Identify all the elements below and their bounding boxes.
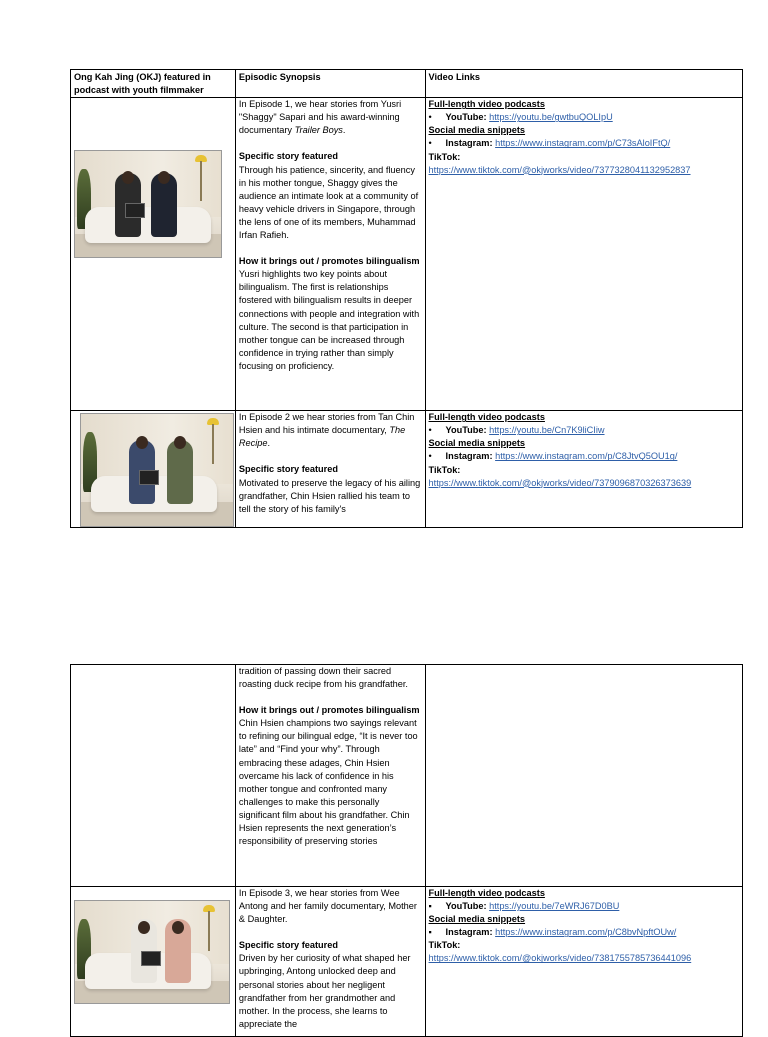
episode-1-full-heading: Full-length video podcasts <box>428 99 545 110</box>
episode-1-tiktok-label: TikTok: <box>428 151 461 162</box>
episode-2-social-heading: Social media snippets <box>428 438 526 449</box>
episode-2-story-text-part-1: Motivated to preserve the legacy of his ailing grandfather, Chin Hsien rallied his team to tell the story of his family's <box>238 477 421 514</box>
episode-1-intro: In Episode 1, we hear stories from Yusri "Shaggy" Sapari and his award-winning documentary Trailer Boys. <box>238 99 402 136</box>
episode-1-youtube-link[interactable]: https://youtu.be/gwtbuQOLIpU <box>489 112 613 123</box>
table-row-episode-2-continued <box>71 665 743 887</box>
episode-3-youtube-link[interactable]: https://youtu.be/7eWRJ67D0BU <box>489 901 620 912</box>
episode-2-story-text-part-2: tradition of passing down their sacred roasting duck recipe from his grandfather. <box>238 666 408 690</box>
episode-3-tiktok-link[interactable]: https://www.tiktok.com/@okjworks/video/7381755785736441096 <box>428 953 692 964</box>
synopsis-cell-episode-1 <box>235 98 425 411</box>
episode-2-tiktok-link[interactable]: https://www.tiktok.com/@okjworks/video/7379096870326373639 <box>428 477 692 488</box>
links-cell-episode-1 <box>425 98 742 411</box>
photo-cell-episode-3 <box>71 887 236 1037</box>
episode-1-instagram-line: • Instagram: https://www.instagram.com/p/C73sAloIFtQ/ <box>428 138 671 149</box>
episode-2-instagram-link[interactable]: https://www.instagram.com/p/C8JtvQ5OU1g/ <box>495 451 678 462</box>
episode-3-tiktok-label: TikTok: <box>428 940 461 951</box>
links-cell-episode-3 <box>425 887 742 1037</box>
episode-3-youtube-line: ▪ YouTube: https://youtu.be/7eWRJ67D0BU <box>428 901 620 912</box>
episode-2-youtube-line: • YouTube: https://youtu.be/Cn7K9liCIiw <box>428 425 605 436</box>
episode-2-instagram-line: • Instagram: https://www.instagram.com/p/C8JtvQ5OU1g/ <box>428 451 678 462</box>
episode-3-story-text: Driven by her curiosity of what shaped her upbringing, Antong unlocked deep and personal stories about her negligent grandfather from her grandmother and mother. In the process, she learns to appreciate the <box>238 953 411 1029</box>
episode-2-full-heading: Full-length video podcasts <box>428 412 545 423</box>
photo-cell-episode-1 <box>71 98 236 411</box>
episode-1-story-heading: Specific story featured <box>238 151 338 162</box>
header-synopsis: Episodic Synopsis <box>235 70 425 98</box>
episode-2-youtube-link[interactable]: https://youtu.be/Cn7K9liCIiw <box>489 425 605 436</box>
episode-2-bilingual-heading: How it brings out / promotes bilingualism <box>238 705 420 716</box>
episode-3-instagram-line: ▪ Instagram: https://www.instagram.com/p/C8bvNpftOUw/ <box>428 927 677 938</box>
episode-3-story-heading: Specific story featured <box>238 940 338 951</box>
page-2 <box>0 640 768 1029</box>
episode-1-story-text: Through his patience, sincerity, and fluency in his mother tongue, Shaggy gives the audience an intimate look at a community of heavy vehicle drivers in Singapore, through the lens of one of its members, Muhammad Irfan Rafieh. <box>238 164 419 241</box>
episode-1-bilingual-heading: How it brings out / promotes bilingualism <box>238 256 420 267</box>
links-cell-episode-2-continued <box>425 665 742 887</box>
episode-2-intro: In Episode 2 we hear stories from Tan Chin Hsien and his intimate documentary, The Recipe. <box>238 412 415 449</box>
episode-2-tiktok-label: TikTok: <box>428 464 461 475</box>
header-video-links: Video Links <box>425 70 742 98</box>
photo-cell-episode-2 <box>71 411 236 528</box>
header-okj: Ong Kah Jing (OKJ) featured in podcast with youth filmmaker <box>71 70 236 98</box>
synopsis-cell-episode-2-continued <box>235 665 425 887</box>
episode-2-story-heading: Specific story featured <box>238 464 338 475</box>
episode-1-tiktok-link[interactable]: https://www.tiktok.com/@okjworks/video/7377328041132952837 <box>428 164 691 175</box>
episode-3-instagram-link[interactable]: https://www.instagram.com/p/C8bvNpftOUw/ <box>495 927 677 938</box>
photo-cell-episode-2-continued <box>71 665 236 887</box>
episodes-table-page-2 <box>70 664 743 1037</box>
episode-1-social-heading: Social media snippets <box>428 125 526 136</box>
episode-3-photo <box>74 900 230 1004</box>
episode-2-bilingual-text: Chin Hsien champions two sayings relevant to refining our bilingual edge, “It is never too late” and “Find your why”. Through embracing these adages, Chin Hsien overcame his lack of confidence in his mother tongue and confronted many challenges to make this personally significant film about his grandfather. Chin Hsien represents the next generation’s responsibility of preserving stories <box>238 718 418 847</box>
episode-1-instagram-link[interactable]: https://www.instagram.com/p/C73sAloIFtQ/ <box>495 138 671 149</box>
table-row-episode-3 <box>71 887 743 1037</box>
episode-3-social-heading: Social media snippets <box>428 914 526 925</box>
table-header-row <box>71 70 743 98</box>
episode-2-photo <box>80 413 234 527</box>
table-row-episode-2 <box>71 411 743 528</box>
episodes-table-page-1 <box>70 69 743 528</box>
episode-3-intro: In Episode 3, we hear stories from Wee Antong and her family documentary, Mother & Daughter. <box>238 888 417 925</box>
episode-1-youtube-line: • YouTube: https://youtu.be/gwtbuQOLIpU <box>428 112 613 123</box>
links-cell-episode-2 <box>425 411 742 528</box>
table-row-episode-1 <box>71 98 743 411</box>
synopsis-cell-episode-2 <box>235 411 425 528</box>
episode-3-full-heading: Full-length video podcasts <box>428 888 545 898</box>
episode-1-bilingual-text: Yusri highlights two key points about bilingualism. The first is relationships fostered with bilingualism results in deeper connections with people and integration with culture. The second is that participation in mother tongue can be increased through confidence in trying rather than simply focusing on proficiency. <box>238 269 420 371</box>
episode-1-photo <box>74 150 222 258</box>
synopsis-cell-episode-3 <box>235 887 425 1037</box>
